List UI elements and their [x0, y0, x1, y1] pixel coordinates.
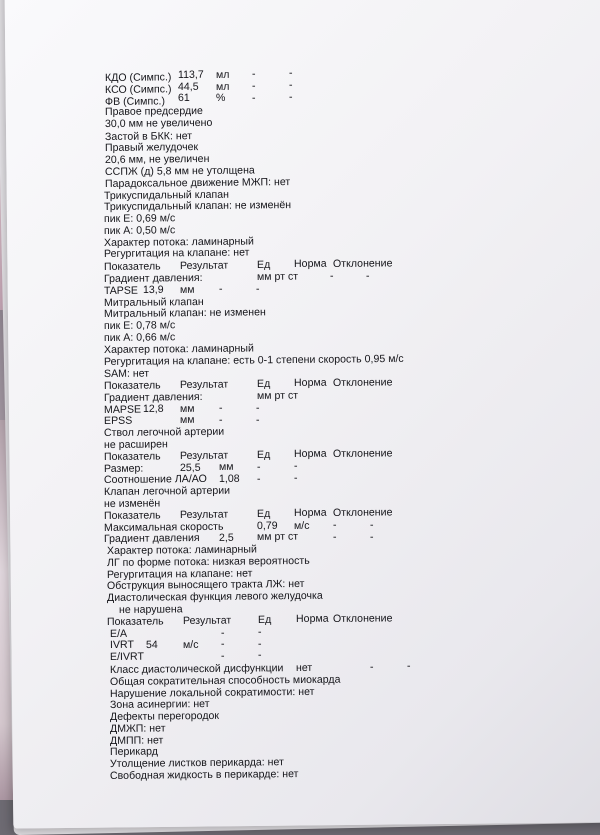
pa-trunk-hdr-deviation: Отклонение: [332, 447, 393, 460]
dd-class-dash-2: -: [406, 660, 411, 673]
kso-dash-2: -: [288, 78, 293, 91]
rv-heading: Правый желудочек: [104, 141, 199, 155]
pa-size-dash-2: -: [293, 459, 298, 472]
mitral-regurg: Регургитация на клапане: есть 0-1 степени скорость 0,95 м/с: [103, 352, 404, 368]
pa-valve-hdr-indicator: Показатель: [103, 509, 161, 522]
rv-size: 20,6 мм, не увеличен: [104, 153, 210, 167]
kdo-dash-1: -: [251, 67, 256, 80]
ivrt-unit: м/с: [182, 638, 199, 651]
pa-trunk-hdr-indicator: Показатель: [103, 450, 161, 463]
pa-grad-dash-1: -: [332, 530, 337, 543]
mitral-sam: SAM: нет: [103, 367, 150, 381]
pa-size-label: Размер:: [103, 462, 144, 475]
diastolic-hdr-deviation: Отклонение: [332, 612, 393, 626]
tapse-dash-2: -: [255, 282, 260, 295]
pericardium-thickening: Утолщение листков перикарда: нет: [109, 756, 284, 771]
diastolic-hdr-indicator: Показатель: [106, 615, 164, 628]
tricuspid-hdr-norm: Норма: [293, 258, 327, 271]
fv-dash-1: -: [251, 91, 256, 104]
tricuspid-peak-a: пик А: 0,50 м/с: [103, 224, 176, 237]
tricuspid-peak-e: пик Е: 0,69 м/с: [103, 212, 176, 225]
pa-flow: Характер потока: ламинарный: [106, 543, 257, 557]
tapse-value: 13,9: [142, 283, 164, 296]
pa-regurg: Регургитация на клапане: нет: [106, 567, 253, 581]
fv-unit: %: [215, 92, 226, 105]
fv-label: ФВ (Симпс.): [104, 95, 166, 108]
mitral-peak-e: пик Е: 0,78 м/с: [103, 319, 176, 333]
global-contractility: Общая сократительная способность миокарда: [109, 673, 341, 688]
ea-dash-2: -: [257, 625, 262, 638]
pa-grad-label: Градиент давления: [103, 532, 200, 546]
dd-class-label: Класс диастолической дисфункции: [109, 662, 284, 676]
mapse-label: MAPSE: [103, 403, 142, 416]
mapse-dash-2: -: [255, 401, 260, 414]
bkk-stasis: Застой в БКК: нет: [104, 129, 193, 143]
pa-ratio-dash-1: -: [256, 472, 261, 485]
asd: ДМПП: нет: [109, 734, 164, 747]
epss-unit: мм: [179, 414, 195, 427]
mitral-hdr-deviation: Отклонение: [332, 376, 393, 390]
mitral-heading: Митральный клапан: [103, 295, 204, 309]
tricuspid-hdr-result: Результат: [179, 259, 229, 273]
tricuspid-gradient-dash-1: -: [329, 270, 334, 283]
mapse-dash-1: -: [218, 401, 223, 414]
tapse-dash-1: -: [218, 282, 223, 295]
fv-value: 61: [177, 92, 190, 105]
lvot-obstruction: Обструкция выносящего тракта ЛЖ: нет: [106, 578, 305, 593]
pa-vmax-dash-2: -: [369, 518, 374, 531]
eivrt-dash-1: -: [220, 650, 225, 663]
tricuspid-state: Трикуспидальный клапан: не изменён: [103, 199, 292, 214]
pa-vmax-label: Максимальная скорость: [103, 520, 224, 534]
septal-defects-heading: Дефекты перегородок: [109, 709, 220, 723]
ivrt-value: 54: [145, 638, 158, 651]
mitral-gradient-unit: мм рт ст: [256, 389, 299, 402]
kso-label: КСО (Симпс.): [104, 83, 172, 97]
dd-class-value: нет: [295, 661, 313, 675]
mapse-value: 12,8: [142, 402, 164, 415]
pa-valve-state: не изменён: [103, 497, 161, 510]
asynergy-zone: Зона асинергии: нет: [109, 698, 210, 712]
ea-dash-1: -: [220, 626, 225, 639]
tricuspid-heading: Трикуспидальный клапан: [103, 188, 230, 202]
tricuspid-gradient-label: Градиент давления:: [103, 271, 203, 285]
pa-ph-probability: ЛГ по форме потока: низкая вероятность: [106, 554, 310, 569]
pa-size-unit: мм: [218, 460, 234, 473]
pa-vmax-unit: м/с: [293, 519, 310, 532]
pa-grad-dash-2: -: [369, 530, 374, 543]
ivrt-label: IVRT: [109, 639, 135, 652]
pa-grad-unit: мм рт ст: [256, 530, 299, 544]
pa-valve-hdr-unit: Ед: [256, 507, 271, 520]
tricuspid-hdr-indicator: Показатель: [103, 260, 161, 274]
pa-trunk-hdr-unit: Ед: [256, 448, 271, 461]
paradox-motion: Парадоксальное движение МЖП: нет: [104, 175, 291, 190]
vsd: ДМЖП: нет: [109, 722, 166, 735]
eivrt-dash-2: -: [257, 649, 262, 662]
mitral-hdr-norm: Норма: [293, 376, 327, 390]
pa-valve-hdr-result: Результат: [179, 508, 229, 521]
pa-grad-value: 2,5: [218, 532, 234, 545]
mitral-hdr-indicator: Показатель: [103, 379, 161, 392]
pa-trunk-hdr-result: Результат: [179, 449, 229, 462]
pa-vmax-dash-1: -: [332, 518, 337, 531]
diastolic-hdr-norm: Норма: [295, 612, 329, 626]
epss-dash-2: -: [255, 413, 260, 426]
pericardium-heading: Перикард: [109, 745, 158, 759]
pa-valve-hdr-deviation: Отклонение: [332, 506, 393, 519]
mitral-peak-a: пик А: 0,66 м/с: [103, 331, 176, 344]
pa-valve-heading: Клапан легочной артерии: [103, 484, 231, 499]
ivrt-dash-2: -: [257, 637, 262, 650]
kdo-unit: мл: [215, 68, 230, 81]
tricuspid-flow: Характер потока: ламинарный: [103, 235, 254, 249]
pa-valve-hdr-norm: Норма: [293, 506, 327, 519]
kdo-label: КДО (Симпс.): [104, 71, 172, 85]
pa-ratio-value: 1,08: [218, 473, 240, 486]
fv-dash-2: -: [288, 90, 293, 103]
lv-diastolic-state: не нарушена: [118, 603, 183, 616]
epss-dash-1: -: [218, 413, 223, 426]
mitral-gradient-label: Градиент давления:: [103, 390, 203, 404]
rv-wall: ССПЖ (д) 5,8 мм не утолщена: [104, 164, 255, 178]
pa-trunk-heading: Ствол легочной артерии: [103, 425, 225, 440]
mapse-unit: мм: [179, 402, 195, 415]
ivrt-dash-1: -: [220, 637, 225, 650]
diastolic-hdr-unit: Ед: [257, 613, 272, 626]
kso-value: 44,5: [177, 80, 199, 93]
mitral-state: Митральный клапан: не изменен: [103, 306, 266, 321]
mitral-hdr-unit: Ед: [256, 377, 271, 391]
mitral-hdr-result: Результат: [179, 378, 229, 391]
local-contractility: Нарушение локальной сократимости: нет: [109, 685, 315, 700]
dd-class-dash-1: -: [369, 661, 374, 674]
tricuspid-regurg: Регургитация на клапане: нет: [103, 246, 250, 261]
pa-vmax-value: 0,79: [256, 519, 278, 532]
kso-unit: мл: [215, 80, 230, 93]
pa-size-value: 25,5: [179, 461, 201, 474]
tricuspid-hdr-unit: Ед: [256, 259, 271, 272]
kso-dash-1: -: [251, 79, 256, 92]
mitral-flow: Характер потока: ламинарный: [103, 342, 254, 356]
tapse-label: TAPSE: [103, 284, 139, 297]
kdo-value: 113,7: [177, 68, 204, 81]
eivrt-label: E/IVRT: [109, 650, 145, 664]
diastolic-hdr-result: Результат: [182, 614, 232, 627]
ra-size: 30,0 мм не увеличено: [104, 116, 213, 130]
ra-heading: Правое предсердие: [104, 104, 203, 118]
lv-diastolic-heading: Диастолическая функция левого желудочка: [106, 589, 323, 605]
ea-label: E/A: [109, 627, 128, 640]
pa-trunk-hdr-norm: Норма: [293, 447, 327, 460]
pa-size-dash-1: -: [256, 460, 261, 473]
epss-label: EPSS: [103, 415, 133, 428]
tricuspid-gradient-dash-2: -: [365, 270, 370, 283]
pa-ratio-label: Соотношение ЛА/АО: [103, 473, 207, 487]
tapse-unit: мм: [179, 283, 195, 296]
pa-ratio-dash-2: -: [293, 471, 298, 484]
pa-trunk-state: не расширен: [103, 438, 168, 451]
kdo-dash-2: -: [288, 66, 293, 79]
pericardial-fluid: Свободная жидкость в перикарде: нет: [109, 768, 299, 782]
tricuspid-gradient-unit: мм рт ст: [256, 270, 299, 284]
tricuspid-hdr-deviation: Отклонение: [332, 257, 393, 271]
